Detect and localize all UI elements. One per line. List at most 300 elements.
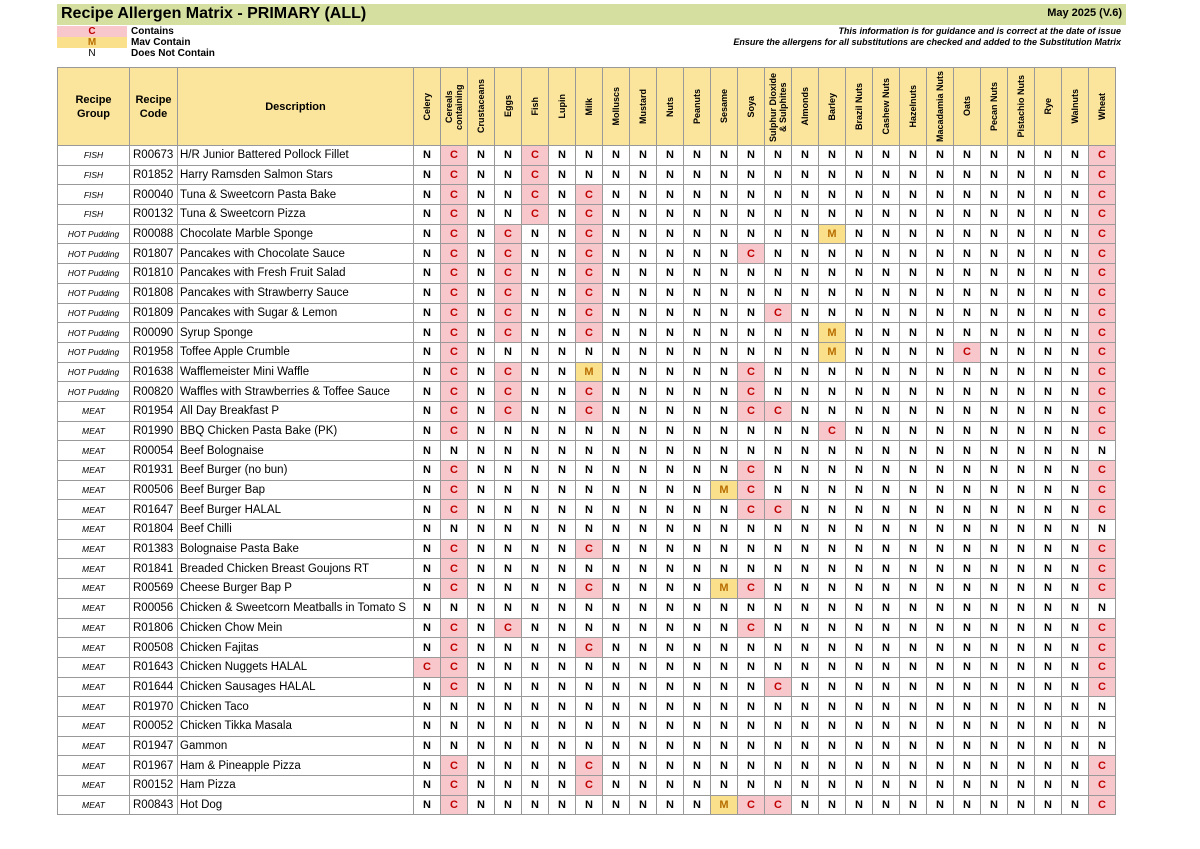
allergen-cell: C [441,401,468,421]
description-cell: Chocolate Marble Sponge [178,224,414,244]
allergen-cell: C [495,244,522,264]
allergen-cell: N [873,342,900,362]
allergen-cell: N [873,441,900,461]
table-row [58,461,1116,481]
allergen-cell: N [603,539,630,559]
allergen-cell: N [765,480,792,500]
allergen-cell: N [576,480,603,500]
legend-code: N [88,48,96,59]
allergen-cell: N [954,520,981,540]
allergen-cell: N [495,461,522,481]
allergen-cell: N [630,598,657,618]
allergen-cell: N [1062,480,1089,500]
allergen-cell: N [846,756,873,776]
allergen-cell: N [549,697,576,717]
allergen-cell: N [522,264,549,284]
allergen-cell: N [846,461,873,481]
description-cell: All Day Breakfast P [178,401,414,421]
allergen-cell: C [441,461,468,481]
allergen-cell: N [684,224,711,244]
allergen-cell: N [954,657,981,677]
allergen-cell: N [1035,323,1062,343]
allergen-cell: N [738,441,765,461]
allergen-cell: N [900,401,927,421]
allergen-cell: N [684,677,711,697]
allergen-cell: N [1008,776,1035,796]
allergen-cell: N [954,795,981,815]
allergen-cell: N [711,677,738,697]
allergen-cell: N [900,618,927,638]
allergen-cell: N [1089,520,1116,540]
allergen-cell: N [684,776,711,796]
allergen-cell: N [468,441,495,461]
description-cell: Tuna & Sweetcorn Pizza [178,205,414,225]
allergen-cell: N [468,697,495,717]
allergen-cell: C [954,342,981,362]
allergen-cell: N [819,716,846,736]
allergen-cell: N [765,716,792,736]
allergen-cell: N [468,776,495,796]
allergen-cell: N [657,598,684,618]
allergen-cell: N [684,421,711,441]
header-allergen: Nuts [657,68,684,146]
allergen-cell: C [819,421,846,441]
allergen-cell: N [414,776,441,796]
allergen-cell: N [900,323,927,343]
allergen-cell: N [1062,776,1089,796]
allergen-cell: N [927,264,954,284]
allergen-cell: N [441,520,468,540]
table-row [58,559,1116,579]
allergen-cell: N [873,421,900,441]
allergen-cell: N [495,500,522,520]
allergen-cell: N [576,500,603,520]
recipe-group-cell: FISH [58,205,130,225]
allergen-cell: N [765,618,792,638]
allergen-cell: N [1035,618,1062,638]
allergen-cell: C [738,618,765,638]
allergen-cell: N [522,657,549,677]
table-row [58,520,1116,540]
allergen-cell: N [468,185,495,205]
recipe-group-cell: MEAT [58,598,130,618]
allergen-cell: N [819,500,846,520]
allergen-cell: N [792,185,819,205]
allergen-cell: M [819,224,846,244]
allergen-cell: N [1008,500,1035,520]
table-row [58,205,1116,225]
allergen-cell: N [1035,461,1062,481]
allergen-cell: N [630,185,657,205]
recipe-code-cell: R00673 [130,146,178,166]
allergen-cell: C [522,146,549,166]
table-row [58,264,1116,284]
header-allergen: Almonds [792,68,819,146]
allergen-cell: N [549,795,576,815]
allergen-cell: N [900,224,927,244]
allergen-cell: N [495,776,522,796]
recipe-group-cell: MEAT [58,736,130,756]
allergen-cell: N [711,165,738,185]
allergen-cell: N [468,716,495,736]
allergen-cell: N [495,441,522,461]
allergen-cell: N [1008,579,1035,599]
allergen-cell: N [981,401,1008,421]
legend-code: C [57,26,127,37]
allergen-cell: N [927,598,954,618]
allergen-cell: N [549,264,576,284]
allergen-cell: N [1035,244,1062,264]
allergen-cell: N [549,539,576,559]
allergen-cell: C [1089,795,1116,815]
recipe-code-cell: R00056 [130,598,178,618]
allergen-cell: N [684,716,711,736]
allergen-cell: N [657,539,684,559]
allergen-cell: N [873,677,900,697]
allergen-cell: N [603,795,630,815]
allergen-cell: N [846,185,873,205]
allergen-cell: N [603,559,630,579]
allergen-cell: N [819,756,846,776]
allergen-cell: N [819,776,846,796]
allergen-cell: N [1008,185,1035,205]
description-cell: Gammon [178,736,414,756]
allergen-cell: N [468,657,495,677]
allergen-cell: N [900,500,927,520]
allergen-cell: N [468,736,495,756]
recipe-code-cell: R00132 [130,205,178,225]
allergen-cell: C [1089,657,1116,677]
recipe-code-cell: R01807 [130,244,178,264]
allergen-cell: N [711,421,738,441]
allergen-cell: N [981,264,1008,284]
allergen-cell: N [1035,559,1062,579]
table-row [58,146,1116,166]
allergen-cell: N [603,716,630,736]
allergen-cell: N [549,638,576,658]
table-row [58,323,1116,343]
allergen-cell: N [927,756,954,776]
allergen-cell: N [468,638,495,658]
allergen-cell: N [1035,165,1062,185]
description-cell: Chicken Tikka Masala [178,716,414,736]
allergen-cell: N [981,638,1008,658]
allergen-cell: N [738,716,765,736]
allergen-cell: C [441,146,468,166]
allergen-cell: C [441,421,468,441]
allergen-cell: N [684,342,711,362]
allergen-cell: N [792,736,819,756]
allergen-cell: N [522,244,549,264]
allergen-cell: C [1089,362,1116,382]
allergen-cell: N [792,618,819,638]
allergen-cell: N [765,205,792,225]
allergen-cell: N [846,264,873,284]
allergen-cell: N [819,677,846,697]
allergen-cell: N [549,480,576,500]
allergen-cell: N [603,421,630,441]
allergen-cell: N [1035,677,1062,697]
allergen-cell: N [1035,264,1062,284]
allergen-cell: N [630,224,657,244]
allergen-cell: N [684,736,711,756]
header-allergen: Brazil Nuts [846,68,873,146]
allergen-cell: N [414,362,441,382]
allergen-cell: N [468,421,495,441]
description-cell: Beef Bolognaise [178,441,414,461]
allergen-cell: N [900,579,927,599]
recipe-group-cell: HOT Pudding [58,342,130,362]
legend [57,26,377,59]
allergen-cell: N [441,697,468,717]
table-row [58,283,1116,303]
allergen-cell: N [657,697,684,717]
allergen-cell: N [1062,323,1089,343]
allergen-cell: N [549,342,576,362]
recipe-group-cell: FISH [58,185,130,205]
allergen-cell: N [657,657,684,677]
allergen-cell: N [981,795,1008,815]
allergen-cell: N [711,638,738,658]
allergen-cell: N [819,520,846,540]
allergen-cell: N [549,736,576,756]
allergen-cell: C [738,500,765,520]
allergen-cell: N [576,618,603,638]
allergen-cell: N [738,697,765,717]
allergen-cell: N [630,382,657,402]
allergen-cell: N [981,342,1008,362]
allergen-cell: C [576,776,603,796]
allergen-cell: N [1035,185,1062,205]
allergen-cell: N [792,421,819,441]
allergen-cell: N [549,185,576,205]
table-row [58,579,1116,599]
table-row [58,303,1116,323]
allergen-cell: C [1089,165,1116,185]
allergen-cell: N [927,461,954,481]
allergen-cell: N [981,716,1008,736]
allergen-cell: N [657,559,684,579]
header-allergen: Peanuts [684,68,711,146]
allergen-cell: C [1089,480,1116,500]
allergen-cell: N [846,224,873,244]
allergen-cell: C [738,579,765,599]
allergen-cell: N [576,795,603,815]
allergen-cell: N [711,342,738,362]
allergen-cell: C [738,362,765,382]
allergen-cell: N [1062,559,1089,579]
allergen-cell: N [1035,401,1062,421]
recipe-group-cell: MEAT [58,677,130,697]
allergen-cell: N [981,677,1008,697]
allergen-cell: N [684,480,711,500]
table-row [58,500,1116,520]
allergen-cell: N [1062,421,1089,441]
allergen-cell: N [819,598,846,618]
allergen-cell: C [1089,401,1116,421]
allergen-cell: N [873,205,900,225]
allergen-cell: N [603,264,630,284]
recipe-group-cell: MEAT [58,657,130,677]
allergen-cell: N [603,697,630,717]
allergen-cell: N [630,323,657,343]
allergen-cell: N [414,342,441,362]
allergen-cell: N [873,618,900,638]
allergen-cell: N [630,146,657,166]
allergen-cell: C [576,264,603,284]
allergen-cell: N [657,303,684,323]
allergen-cell: N [603,342,630,362]
allergen-cell: N [414,461,441,481]
allergen-cell: N [1008,756,1035,776]
allergen-cell: N [468,165,495,185]
allergen-cell: N [981,461,1008,481]
allergen-cell: N [549,244,576,264]
allergen-cell: N [549,401,576,421]
allergen-cell: N [873,382,900,402]
allergen-cell: N [954,264,981,284]
allergen-cell: N [522,579,549,599]
allergen-cell: N [1035,657,1062,677]
allergen-cell: N [1035,579,1062,599]
allergen-cell: C [1089,283,1116,303]
allergen-cell: N [846,146,873,166]
allergen-cell: N [657,795,684,815]
allergen-cell: C [441,362,468,382]
allergen-cell: N [873,776,900,796]
allergen-cell: N [711,716,738,736]
allergen-cell: N [522,776,549,796]
allergen-cell: N [657,323,684,343]
allergen-cell: N [900,461,927,481]
allergen-cell: N [522,736,549,756]
allergen-cell: N [873,264,900,284]
allergen-cell: N [819,638,846,658]
allergen-cell: N [711,461,738,481]
allergen-cell: N [927,146,954,166]
header-allergen: Walnuts [1062,68,1089,146]
allergen-cell: N [792,244,819,264]
allergen-cell: N [765,461,792,481]
allergen-cell: C [441,283,468,303]
allergen-cell: N [657,579,684,599]
allergen-cell: N [1035,382,1062,402]
table-row [58,401,1116,421]
allergen-cell: M [576,362,603,382]
allergen-cell: N [1035,146,1062,166]
allergen-cell: N [954,539,981,559]
allergen-cell: C [441,795,468,815]
allergen-cell: N [873,362,900,382]
allergen-cell: N [846,736,873,756]
allergen-cell: C [765,401,792,421]
allergen-cell: N [522,716,549,736]
allergen-cell: M [819,342,846,362]
allergen-cell: N [630,401,657,421]
allergen-cell: N [927,539,954,559]
allergen-cell: N [630,795,657,815]
allergen-cell: C [1089,677,1116,697]
allergen-cell: C [738,480,765,500]
header-allergen: Cereals containing [441,68,468,146]
allergen-cell: N [738,224,765,244]
allergen-cell: C [1089,579,1116,599]
allergen-cell: N [954,559,981,579]
allergen-cell: N [873,165,900,185]
allergen-cell: N [576,520,603,540]
allergen-cell: N [1008,342,1035,362]
allergen-cell: N [954,303,981,323]
allergen-cell: N [549,657,576,677]
allergen-cell: N [738,776,765,796]
allergen-cell: N [765,776,792,796]
allergen-cell: N [1008,677,1035,697]
allergen-cell: N [468,264,495,284]
allergen-cell: N [1062,500,1089,520]
allergen-cell: N [819,205,846,225]
allergen-cell: N [576,421,603,441]
allergen-cell: C [522,205,549,225]
allergen-cell: N [1062,283,1089,303]
allergen-cell: N [576,146,603,166]
allergen-cell: N [873,323,900,343]
allergen-cell: N [495,795,522,815]
allergen-cell: N [1062,579,1089,599]
allergen-cell: N [1035,598,1062,618]
allergen-cell: C [738,244,765,264]
allergen-cell: N [900,165,927,185]
allergen-cell: N [495,520,522,540]
allergen-cell: C [495,362,522,382]
header-recipe-code: Recipe Code [130,68,178,146]
allergen-cell: N [873,500,900,520]
allergen-cell: N [765,579,792,599]
allergen-cell: N [1008,795,1035,815]
allergen-cell: N [1035,342,1062,362]
allergen-cell: N [684,559,711,579]
allergen-cell: N [522,500,549,520]
allergen-cell: N [792,283,819,303]
recipe-code-cell: R01958 [130,342,178,362]
allergen-cell: N [603,165,630,185]
allergen-cell: N [873,736,900,756]
allergen-cell: N [603,441,630,461]
allergen-cell: N [684,146,711,166]
allergen-cell: N [792,520,819,540]
header-allergen: Molluscs [603,68,630,146]
allergen-cell: N [576,441,603,461]
allergen-cell: N [1062,224,1089,244]
allergen-cell: N [495,598,522,618]
allergen-cell: N [792,598,819,618]
allergen-cell: N [738,677,765,697]
allergen-cell: N [846,697,873,717]
allergen-cell: N [765,736,792,756]
allergen-cell: N [414,638,441,658]
allergen-cell: N [792,579,819,599]
allergen-cell: N [1062,382,1089,402]
title-bar [57,4,1126,25]
description-cell: BBQ Chicken Pasta Bake (PK) [178,421,414,441]
allergen-cell: N [711,441,738,461]
allergen-cell: N [927,342,954,362]
allergen-cell: N [900,382,927,402]
allergen-cell: N [468,244,495,264]
allergen-cell: C [441,244,468,264]
allergen-cell: N [900,244,927,264]
legend-item-does-not-contain [57,48,377,59]
allergen-cell: N [792,165,819,185]
